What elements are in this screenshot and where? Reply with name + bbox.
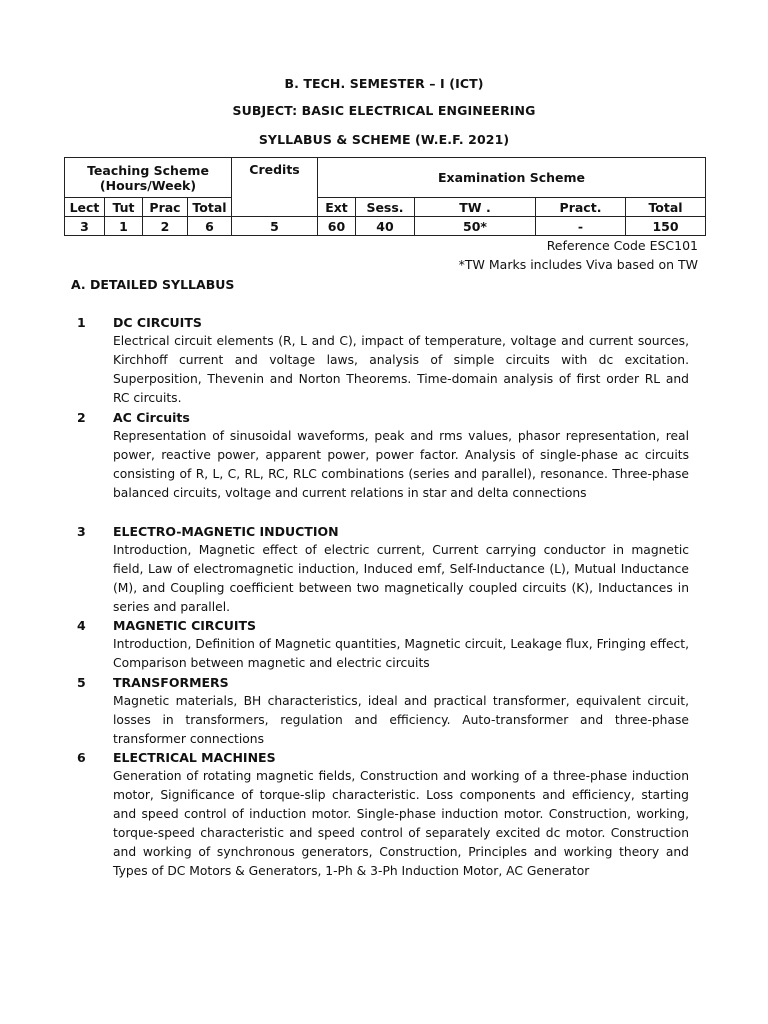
reference-code: Reference Code ESC101 <box>546 238 698 253</box>
col-ext: Ext <box>318 198 356 217</box>
item-body: Generation of rotating magnetic fields, Construction and working of a three-phase induction motor, Significance of torque-slip characteristic. Loss components and efficiency, starting and speed control of induction motor. Single-phase induction motor. Construction, working, torque-speed characteristic and speed control of separately excited dc motor. Construction and working of synchronous generators, Construction, Principles and working theory and Types of DC Motors & Generators, 1-Ph & 3-Ph Induction Motor, AC Generator <box>113 769 689 878</box>
item-body: Magnetic materials, BH characteristics, ideal and practical transformer, equivalent circuit, losses in transformers, regulation and efficiency. Auto-transformer and three-phase transformer connections <box>113 694 689 746</box>
scheme-table <box>64 157 706 236</box>
item-title: MAGNETIC CIRCUITS <box>113 618 257 633</box>
credits-header: Credits <box>232 158 318 217</box>
col-lect: Lect <box>65 198 105 217</box>
item-number: 5 <box>77 675 86 690</box>
item-number: 4 <box>77 618 86 633</box>
teaching-scheme-header: Teaching Scheme (Hours/Week) <box>65 158 232 198</box>
item-number: 2 <box>77 410 86 425</box>
header-syllabus-scheme: SYLLABUS & SCHEME (W.E.F. 2021) <box>258 132 510 147</box>
val-prac: 2 <box>143 217 188 236</box>
val-tw: 50* <box>415 217 536 236</box>
tw-note: *TW Marks includes Viva based on TW <box>458 257 698 272</box>
header-subject: SUBJECT: BASIC ELECTRICAL ENGINEERING <box>232 103 536 118</box>
col-tut: Tut <box>105 198 143 217</box>
val-credits: 5 <box>232 217 318 236</box>
item-title: DC CIRCUITS <box>113 315 202 330</box>
section-title: A. DETAILED SYLLABUS <box>71 277 235 292</box>
col-exam-total: Total <box>626 198 706 217</box>
item-number: 3 <box>77 524 86 539</box>
item-title: TRANSFORMERS <box>113 675 229 690</box>
item-body: Representation of sinusoidal waveforms, peak and rms values, phasor representation, real power, reactive power, apparent power, power factor. Analysis of single-phase ac circuits consisting of R, L, C, RL, RC, RLC combinations (series and parallel), resonance. Three-phase balanced circuits, voltage and current relations in star and delta connections <box>113 429 689 500</box>
val-lect: 3 <box>65 217 105 236</box>
val-sess: 40 <box>356 217 415 236</box>
item-number: 6 <box>77 750 86 765</box>
exam-scheme-header: Examination Scheme <box>318 158 706 198</box>
item-title: AC Circuits <box>113 410 190 425</box>
col-prac: Prac <box>143 198 188 217</box>
val-ext: 60 <box>318 217 356 236</box>
val-exam-total: 150 <box>626 217 706 236</box>
col-tw: TW . <box>415 198 536 217</box>
val-pract: - <box>536 217 626 236</box>
col-pract: Pract. <box>536 198 626 217</box>
item-body: Introduction, Definition of Magnetic quantities, Magnetic circuit, Leakage flux, Fringing effect, Comparison between magnetic and electric circuits <box>113 637 689 670</box>
item-title: ELECTRO-MAGNETIC INDUCTION <box>113 524 339 539</box>
col-teaching-total: Total <box>188 198 232 217</box>
header-semester: B. TECH. SEMESTER – I (ICT) <box>284 76 484 91</box>
item-body: Introduction, Magnetic effect of electric current, Current carrying conductor in magnetic field, Law of electromagnetic induction, Induced emf, Self-Inductance (L), Mutual Inductance (M), and Coupling coefficient between two magnetically coupled circuits (K), Inductances in series and parallel. <box>113 543 689 614</box>
col-sess: Sess. <box>356 198 415 217</box>
item-number: 1 <box>77 315 86 330</box>
val-teaching-total: 6 <box>188 217 232 236</box>
val-tut: 1 <box>105 217 143 236</box>
item-title: ELECTRICAL MACHINES <box>113 750 276 765</box>
item-body: Electrical circuit elements (R, L and C), impact of temperature, voltage and current sources, Kirchhoff current and voltage laws, analysis of simple circuits with dc excitation. Superposition, Thevenin and Norton Theorems. Time-domain analysis of first order RL and RC circuits. <box>113 334 689 405</box>
